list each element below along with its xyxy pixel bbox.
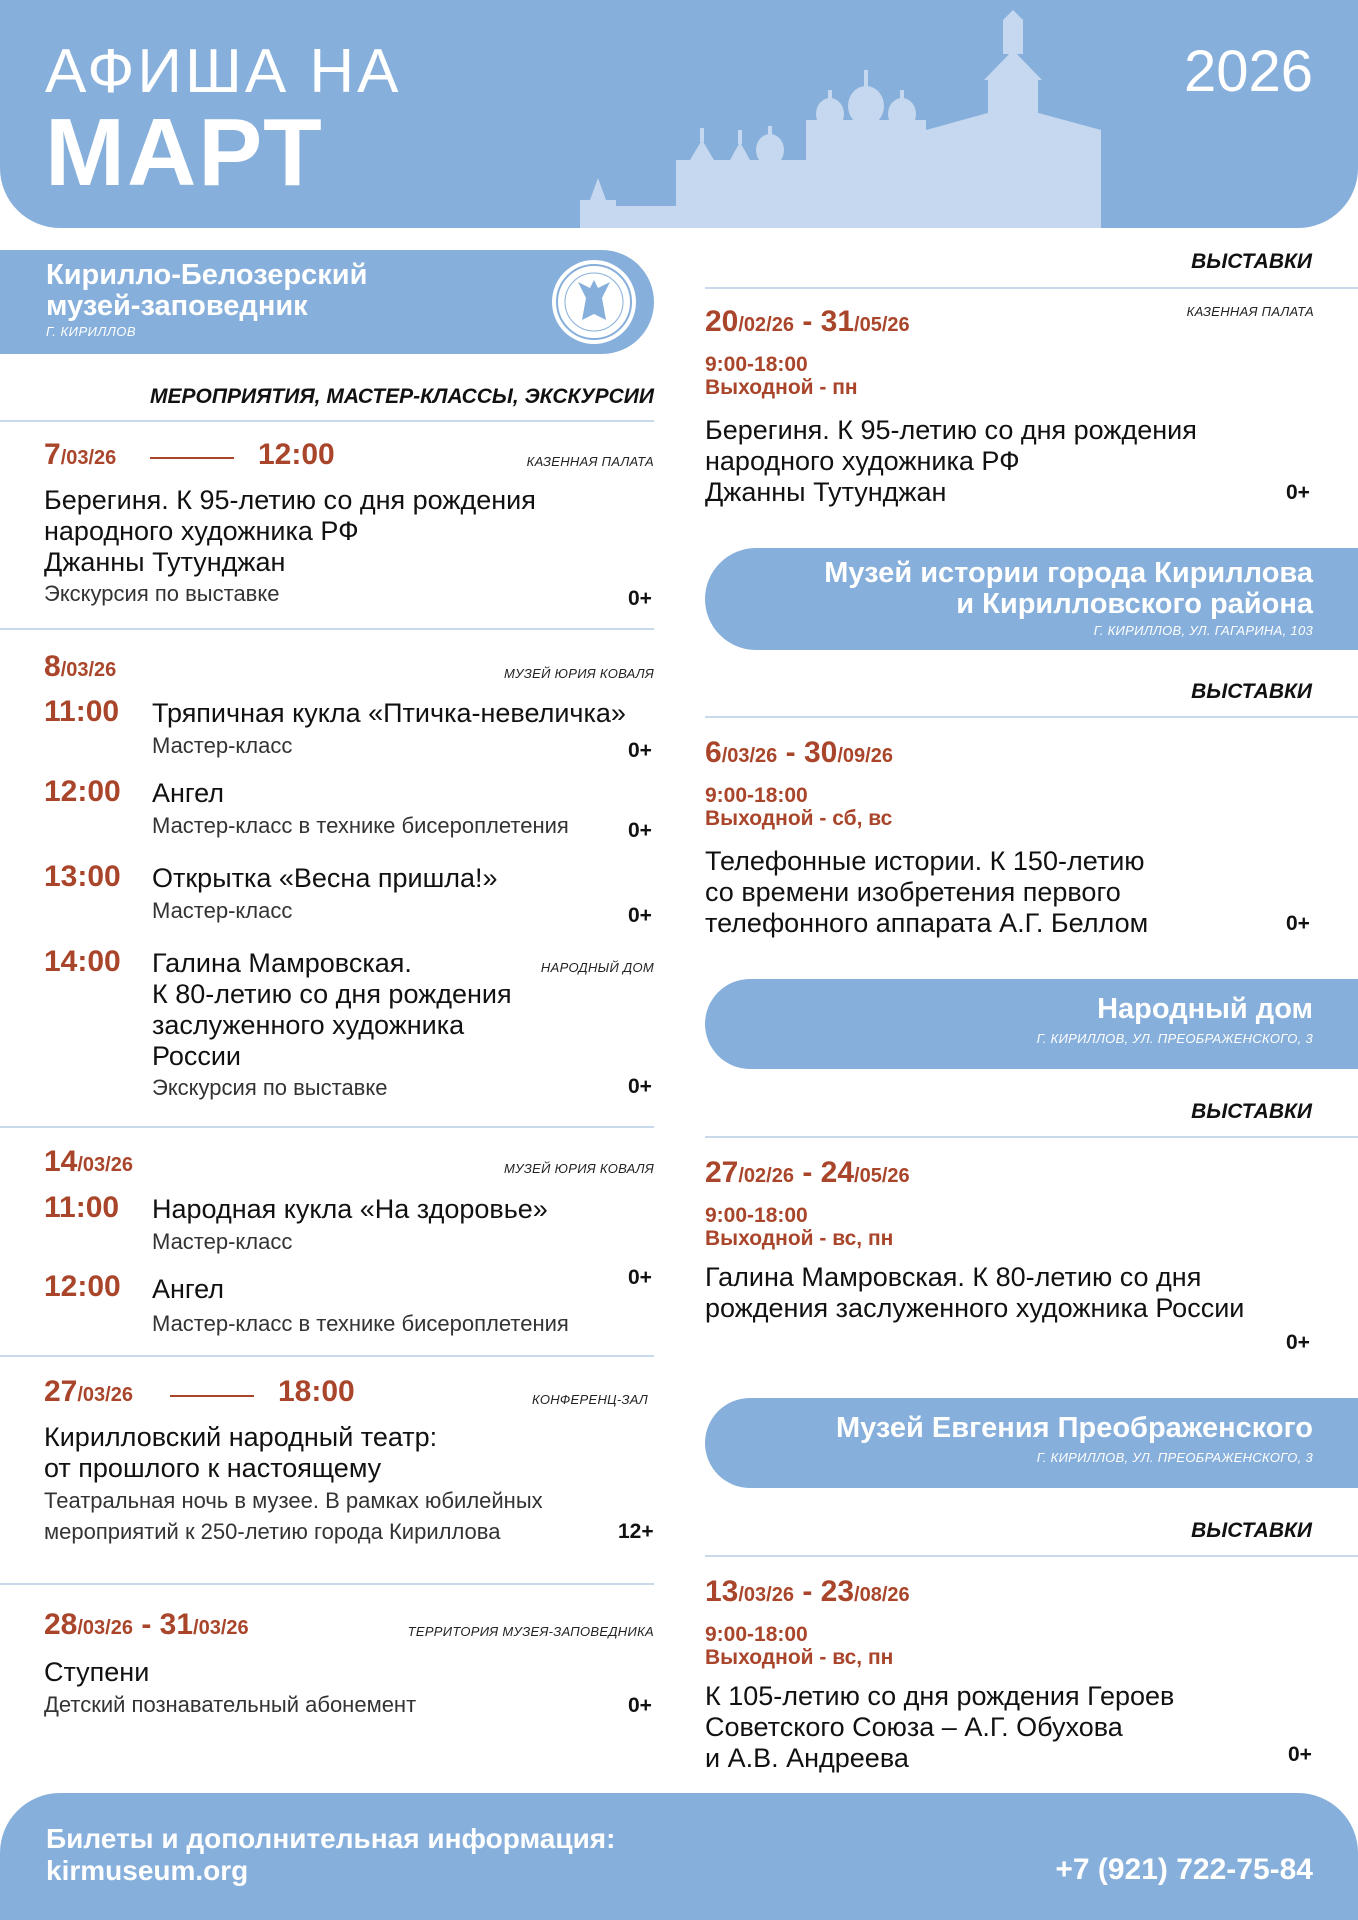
section-exhibitions-heading: ВЫСТАВКИ <box>1191 1100 1312 1123</box>
museum-address: Г. КИРИЛЛОВ, УЛ. ПРЕОБРАЖЕНСКОГО, 3 <box>1036 1450 1313 1465</box>
exhibition-date-month: /03/26 <box>721 745 778 767</box>
opening-hours: 9:00-18:00 <box>705 1623 808 1646</box>
exhibition-title-line: рождения заслуженного художника России <box>705 1293 1245 1323</box>
event-date <box>44 438 116 472</box>
exhibition-title-line: Советского Союза – А.Г. Обухова <box>705 1712 1123 1742</box>
day-off: Выходной - сб, вс <box>705 807 893 830</box>
age-rating: 0+ <box>628 1266 652 1289</box>
museum-name: Народный дом <box>1097 993 1313 1025</box>
age-rating: 0+ <box>1286 481 1310 504</box>
event-date-month: /03/26 <box>77 1154 133 1176</box>
exhibition-title <box>705 415 1265 508</box>
event-title-line: Джанны Тутунджан <box>44 547 286 577</box>
divider <box>0 420 654 422</box>
section-events-heading: МЕРОПРИЯТИЯ, МАСТЕР-КЛАССЫ, ЭКСКУРСИИ <box>150 385 654 408</box>
event-date-day: 14 <box>44 1145 78 1178</box>
date-time-separator <box>150 457 234 459</box>
exhibition-date-range <box>705 305 910 339</box>
event-subtitle: Экскурсия по выставке <box>44 581 280 606</box>
exhibition-date-range <box>705 1156 910 1190</box>
event-venue: КАЗЕННАЯ ПАЛАТА <box>526 454 654 469</box>
event-date-month: /03/26 <box>77 1384 133 1406</box>
event-title-line: народного художника РФ <box>44 516 359 546</box>
exhibition-date-day: 13 <box>705 1575 739 1608</box>
exhibition-venue: КАЗЕННАЯ ПАЛАТА <box>1186 304 1314 319</box>
event-date-day: 31 <box>159 1608 194 1641</box>
exhibition-hours <box>705 784 892 830</box>
exhibition-date-month: /05/26 <box>854 1165 910 1187</box>
exhibition-date-day: 30 <box>803 736 838 769</box>
museum-name-line2: и Кирилловского района <box>956 588 1313 620</box>
event-time: 18:00 <box>278 1375 355 1408</box>
exhibition-date-day: 27 <box>705 1156 739 1189</box>
event-subtitle: Мастер-класс <box>152 898 293 923</box>
event-venue: МУЗЕЙ ЮРИЯ КОВАЛЯ <box>504 666 654 681</box>
museum-banner-kirillo-belozersky <box>0 250 654 354</box>
event-subtitle: Мастер-класс <box>152 733 293 758</box>
event-date-month: /03/26 <box>193 1617 249 1639</box>
divider <box>0 1583 654 1585</box>
museum-banner-city-history <box>705 548 1358 650</box>
event-date-month: /03/26 <box>60 447 117 469</box>
exhibition-title-line: народного художника РФ <box>705 446 1020 476</box>
divider <box>705 1555 1358 1557</box>
museum-address: Г. КИРИЛЛОВ, УЛ. ГАГАРИНА, 103 <box>1093 623 1313 638</box>
exhibition-title-line: К 105-летию со дня рождения Героев <box>705 1681 1175 1711</box>
date-range-separator: - <box>793 1156 821 1189</box>
event-subtitle-line: мероприятий к 250-летию города Кириллова <box>44 1519 501 1544</box>
age-rating: 0+ <box>628 904 652 927</box>
exhibition-date-month: /03/26 <box>738 1584 794 1606</box>
date-range-separator: - <box>793 1575 821 1608</box>
divider <box>705 1136 1358 1138</box>
exhibition-date-month: /09/26 <box>837 745 893 767</box>
exhibition-date-day: 24 <box>820 1156 855 1189</box>
age-rating: 0+ <box>628 1694 652 1717</box>
event-subtitle: Мастер-класс в технике бисероплетения <box>152 1311 569 1336</box>
event-title: Ангел <box>152 778 225 808</box>
event-title: Ступени <box>44 1657 150 1687</box>
event-subtitle: Детский познавательный абонемент <box>44 1692 417 1717</box>
event-subtitle: Мастер-класс в технике бисероплетения <box>152 813 569 838</box>
event-subtitle: Мастер-класс <box>152 1229 293 1254</box>
event-title-line: К 80-летию со дня рождения <box>152 979 512 1009</box>
footer-banner <box>0 1793 1358 1920</box>
event-date-range <box>44 1608 249 1642</box>
event-date-day: 28 <box>44 1608 78 1641</box>
event-title: Ангел <box>152 1274 225 1304</box>
event-time: 14:00 <box>44 945 121 978</box>
event-date-day: 27 <box>44 1375 78 1408</box>
event-subtitle <box>44 1485 624 1547</box>
age-rating: 12+ <box>618 1520 654 1543</box>
website-link[interactable]: kirmuseum.org <box>46 1855 249 1886</box>
event-title-line: Кирилловский народный театр: <box>44 1422 438 1452</box>
event-subtitle-line: Театральная ночь в музее. В рамках юбилейных <box>44 1488 543 1513</box>
museum-name-line1: Кирилло-Белозерский <box>46 259 368 291</box>
museum-name-line2: музей-заповедник <box>46 290 308 322</box>
event-date <box>44 1145 133 1179</box>
museum-city: Г. КИРИЛЛОВ <box>46 324 137 339</box>
date-range-separator: - <box>777 736 804 769</box>
exhibition-title-line: и А.В. Андреева <box>705 1743 909 1773</box>
header-title-month: МАРТ <box>45 99 324 206</box>
age-rating: 0+ <box>1286 1331 1310 1354</box>
section-exhibitions-heading: ВЫСТАВКИ <box>1191 1519 1312 1542</box>
event-venue: МУЗЕЙ ЮРИЯ КОВАЛЯ <box>504 1161 654 1176</box>
exhibition-title-line: Берегиня. К 95-летию со дня рождения <box>705 415 1197 445</box>
header-banner <box>0 0 1358 228</box>
exhibition-title-line: Галина Мамровская. К 80-летию со дня <box>705 1262 1202 1292</box>
exhibition-title-line: Телефонные истории. К 150-летию <box>705 846 1145 876</box>
kremlin-skyline-icon <box>580 10 1120 228</box>
event-title-line: заслуженного художника <box>152 1010 465 1040</box>
event-time: 11:00 <box>44 695 120 728</box>
event-date-month: /03/26 <box>77 1617 133 1639</box>
exhibition-title-line: со времени изобретения первого <box>705 877 1121 907</box>
exhibition-hours <box>705 353 858 399</box>
exhibition-title <box>705 1681 1265 1774</box>
exhibition-date-month: /02/26 <box>738 1165 794 1187</box>
exhibition-date-day: 23 <box>820 1575 855 1608</box>
divider <box>705 287 1358 289</box>
event-time: 13:00 <box>44 860 121 893</box>
exhibition-hours <box>705 1204 893 1250</box>
museum-name <box>824 558 1313 620</box>
header-title-line1: АФИША НА <box>45 37 402 106</box>
event-date <box>44 1375 133 1409</box>
event-date-month: /03/26 <box>60 659 117 681</box>
exhibition-title-line: телефонного аппарата А.Г. Беллом <box>705 908 1149 938</box>
event-title <box>44 1422 644 1484</box>
event-date-day: 8 <box>44 650 61 683</box>
day-off: Выходной - пн <box>705 376 858 399</box>
exhibition-date-range <box>705 1575 910 1609</box>
museum-name-line1: Музей истории города Кириллова <box>824 557 1313 589</box>
age-rating: 0+ <box>1286 912 1310 935</box>
event-venue: НАРОДНЫЙ ДОМ <box>540 960 654 975</box>
divider <box>0 1355 654 1357</box>
exhibition-date-range <box>705 736 893 770</box>
event-title-line: Галина Мамровская. <box>152 948 412 978</box>
age-rating: 0+ <box>628 587 652 610</box>
age-rating: 0+ <box>628 739 652 762</box>
event-venue: ТЕРРИТОРИЯ МУЗЕЯ-ЗАПОВЕДНИКА <box>407 1624 654 1639</box>
day-off: Выходной - вс, пн <box>705 1227 894 1250</box>
exhibition-date-month: /08/26 <box>854 1584 910 1606</box>
event-title: Народная кукла «На здоровье» <box>152 1194 548 1224</box>
exhibition-title <box>705 1262 1315 1324</box>
event-title-line: от прошлого к настоящему <box>44 1453 382 1483</box>
opening-hours: 9:00-18:00 <box>705 784 808 807</box>
exhibition-date-month: /05/26 <box>854 314 910 336</box>
event-title-line: Берегиня. К 95-летию со дня рождения <box>44 485 536 515</box>
phone-number[interactable]: +7 (921) 722-75-84 <box>1055 1853 1313 1886</box>
event-title: Открытка «Весна пришла!» <box>152 863 498 893</box>
museum-logo-icon <box>550 258 638 346</box>
event-time: 11:00 <box>44 1191 120 1224</box>
header-year: 2026 <box>1183 39 1313 104</box>
exhibition-date-month: /02/26 <box>738 314 794 336</box>
date-time-separator <box>170 1395 254 1397</box>
age-rating: 0+ <box>628 1075 652 1098</box>
event-time: 12:00 <box>44 775 121 808</box>
event-date <box>44 650 116 684</box>
event-title <box>44 485 644 578</box>
event-venue: КОНФЕРЕНЦ-ЗАЛ <box>532 1392 648 1407</box>
event-title <box>152 948 572 1072</box>
museum-banner-preobrazhensky <box>705 1398 1358 1488</box>
divider <box>705 716 1358 718</box>
museum-banner-narodny-dom <box>705 979 1358 1069</box>
divider <box>0 628 654 630</box>
event-date-day: 7 <box>44 438 61 471</box>
date-range-separator: - <box>793 305 821 338</box>
event-time: 12:00 <box>44 1270 121 1303</box>
exhibition-title-line: Джанны Тутунджан <box>705 477 947 507</box>
exhibition-date-day: 6 <box>705 736 722 769</box>
age-rating: 0+ <box>628 819 652 842</box>
museum-address: Г. КИРИЛЛОВ, УЛ. ПРЕОБРАЖЕНСКОГО, 3 <box>1036 1031 1313 1046</box>
opening-hours: 9:00-18:00 <box>705 353 808 376</box>
footer-info <box>46 1823 615 1887</box>
exhibition-date-day: 31 <box>820 305 855 338</box>
exhibition-date-day: 20 <box>705 305 739 338</box>
museum-name: Музей Евгения Преображенского <box>835 1412 1313 1444</box>
footer-info-label: Билеты и дополнительная информация: <box>46 1823 616 1854</box>
section-exhibitions-heading: ВЫСТАВКИ <box>1191 250 1312 273</box>
event-time: 12:00 <box>258 438 335 471</box>
date-range-separator: - <box>132 1608 160 1641</box>
divider <box>0 1126 654 1128</box>
event-title: Тряпичная кукла «Птичка-невеличка» <box>152 698 626 728</box>
opening-hours: 9:00-18:00 <box>705 1204 808 1227</box>
exhibition-hours <box>705 1623 893 1669</box>
museum-name <box>46 260 367 322</box>
event-title-line: России <box>152 1041 242 1071</box>
section-exhibitions-heading: ВЫСТАВКИ <box>1191 680 1312 703</box>
age-rating: 0+ <box>1288 1743 1312 1766</box>
event-subtitle: Экскурсия по выставке <box>152 1075 388 1100</box>
day-off: Выходной - вс, пн <box>705 1646 894 1669</box>
exhibition-title <box>705 846 1265 939</box>
